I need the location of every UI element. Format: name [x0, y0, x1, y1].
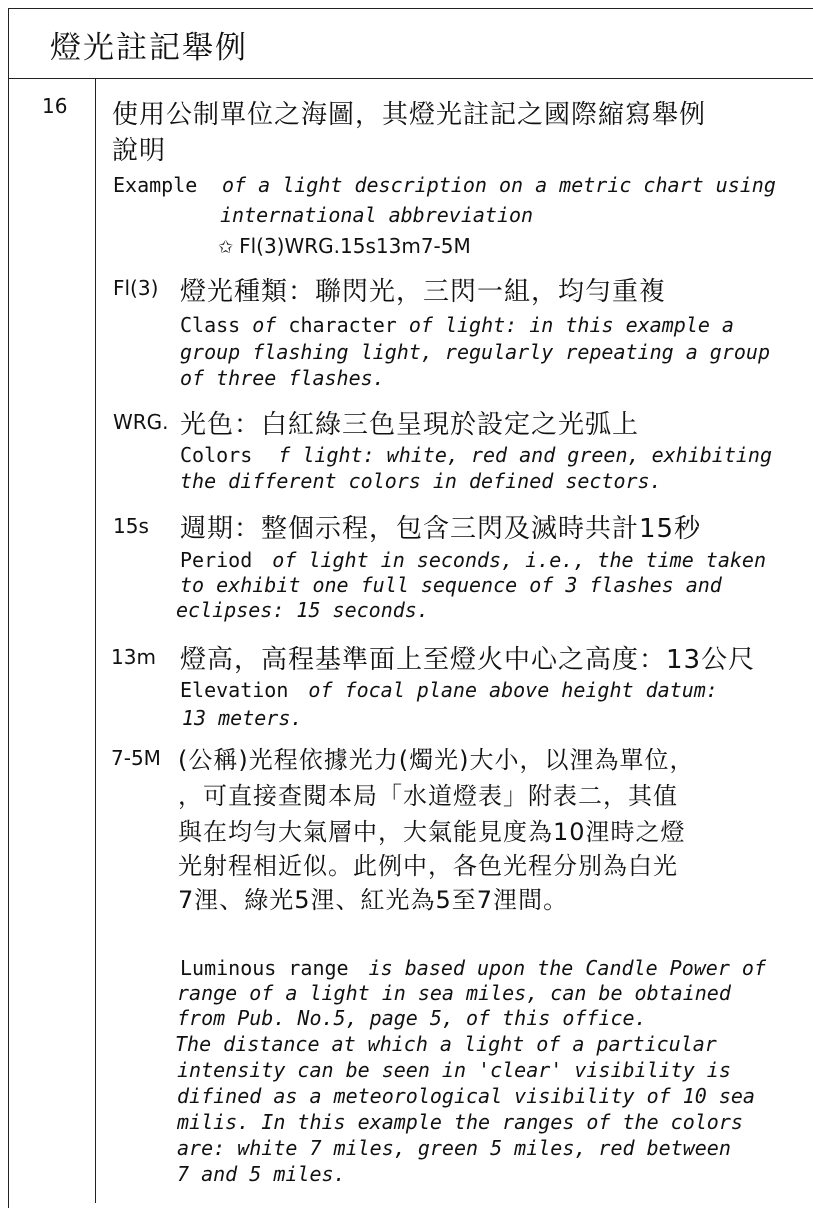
item-zh-elevation: 燈高，高程基準面上至燈火中心之高度：13公尺 — [180, 645, 756, 675]
item-en-colors-line-1: Colors f light: white, red and green, exhibiting — [180, 443, 772, 467]
item-en-range-line-9: 7 and 5 miles. — [177, 1162, 346, 1186]
item-en-range-line-7: milis. In this example the ranges of the colors — [177, 1110, 743, 1134]
item-zh-range-line-3: 與在均勻大氣層中，大氣能見度為10浬時之燈 — [178, 818, 686, 846]
item-zh-range-line-4: 光射程相近似。此例中，各色光程分別為白光 — [178, 852, 678, 880]
example-label: Example — [113, 173, 198, 197]
item-zh-range-line-5: 7浬、綠光5浬、紅光為5至7浬間。 — [178, 886, 569, 914]
light-code-text: Fl(3)WRG.15s13m7-5M — [239, 234, 471, 258]
item-en-label: Class — [180, 313, 241, 337]
item-en-range-line-3: from Pub. No.5, page 5, of this office. — [177, 1006, 647, 1030]
item-en-range-line-1: Luminous range is based upon the Candle Power of — [180, 956, 766, 980]
entry-number: 16 — [42, 94, 68, 118]
item-zh-flash: 燈光種類：聯閃光，三閃一組，均勻重複 — [180, 277, 667, 307]
page-title: 燈光註記舉例 — [50, 30, 248, 66]
example-light-code — [218, 234, 471, 258]
item-en-range-line-6: difined as a meteorological visibility of 10 sea — [177, 1084, 755, 1108]
item-en-period-line-1: Period of light in seconds, i.e., the time taken — [180, 548, 766, 572]
item-zh-range-line-1: (公稱)光程依據光力(燭光)大小，以浬為單位， — [178, 746, 695, 774]
item-en-period-line-2: to exhibit one full sequence of 3 flashes and — [180, 573, 722, 597]
item-en-flash-line-1: Class of character of light: in this example a — [180, 313, 734, 337]
item-en-colors-line-2: the different colors in defined sectors. — [180, 469, 662, 493]
item-en-range-line-2: range of a light in sea miles, can be obtained — [177, 981, 731, 1005]
item-code-colors: WRG. — [113, 410, 169, 434]
item-en-range-line-8: are: white 7 miles, green 5 miles, red between — [177, 1136, 731, 1160]
example-line-1: of a light description on a metric chart using — [222, 173, 776, 197]
item-code-period: 15s — [113, 514, 149, 538]
item-en-elevation-line-2: 13 meters. — [182, 706, 303, 730]
item-en-elevation-line-1: Elevation of focal plane above height datum: — [180, 678, 718, 702]
item-zh-colors: 光色：白紅綠三色呈現於設定之光弧上 — [180, 410, 640, 440]
item-zh-range-line-2: ，可直接查閱本局「水道燈表」附表二，其值 — [178, 782, 678, 810]
item-en-flash-line-3: of three flashes. — [180, 366, 385, 390]
heading-line-2: 說明 — [112, 136, 167, 166]
title-row — [8, 8, 813, 79]
column-divider — [95, 79, 96, 1203]
item-zh-period: 週期：整個示程，包含三閃及滅時共計15秒 — [180, 514, 702, 544]
item-en-flash-line-2: group flashing light, regularly repeating a group — [180, 340, 771, 364]
heading-line-1: 使用公制單位之海圖，其燈光註記之國際縮寫舉例 — [112, 100, 707, 130]
example-line-2: international abbreviation — [220, 203, 534, 227]
item-en-period-line-3: eclipses: 15 seconds. — [176, 598, 429, 622]
item-en-range-line-4: The distance at which a light of a particular — [175, 1032, 717, 1056]
star-icon: ✩ — [218, 237, 234, 258]
item-code-elevation: 13m — [111, 645, 156, 669]
item-en-range-line-5: intensity can be seen in 'clear' visibility is — [177, 1058, 731, 1082]
item-code-flash: Fl(3) — [113, 276, 159, 300]
item-code-range: 7-5M — [111, 746, 161, 770]
